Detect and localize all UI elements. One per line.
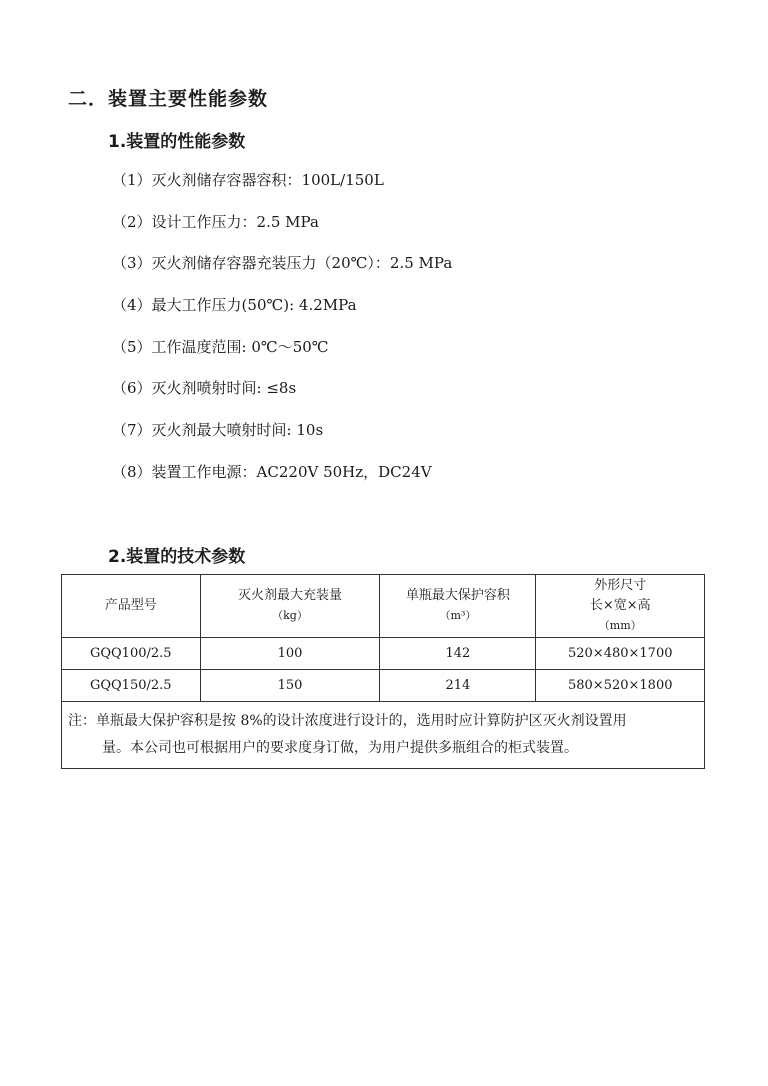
- header-max-fill: 灭火剂最大充装量 （kg）: [200, 575, 380, 638]
- cell-model: GQQ100/2.5: [62, 638, 201, 670]
- cell-max-fill: 150: [200, 670, 380, 702]
- param-item: （3）灭火剂储存容器充装压力（20℃）：2.5 MPa: [112, 254, 453, 273]
- cell-model: GQQ150/2.5: [62, 670, 201, 702]
- cell-max-volume: 142: [380, 638, 536, 670]
- table-note-row: [62, 702, 705, 769]
- cell-max-fill: 100: [200, 638, 380, 670]
- param-item: （2）设计工作压力：2.5 MPa: [112, 212, 319, 231]
- performance-params-title: 1.装置的性能参数: [108, 132, 246, 152]
- param-item: （6）灭火剂喷射时间: ≤8s: [112, 379, 297, 398]
- param-item: （4）最大工作压力(50℃): 4.2MPa: [112, 296, 357, 315]
- performance-params-list: [112, 168, 452, 502]
- header-max-volume: 单瓶最大保护容积 （m³）: [380, 575, 536, 638]
- table-note: 注：单瓶最大保护容积是按 8%的设计浓度进行设计的，选用时应计算防护区灭火剂设置用 量。本公司也可根据用户的要求度身订做，为用户提供多瓶组合的柜式装置。: [62, 702, 705, 769]
- param-item: （8）装置工作电源：AC220V 50Hz，DC24V: [112, 462, 432, 481]
- table-row: [62, 670, 705, 702]
- param-item: （5）工作温度范围: 0℃～50℃: [112, 337, 329, 356]
- cell-dimensions: 520×480×1700: [536, 638, 705, 670]
- cell-dimensions: 580×520×1800: [536, 670, 705, 702]
- cell-max-volume: 214: [380, 670, 536, 702]
- param-item: （7）灭火剂最大喷射时间: 10s: [112, 421, 324, 440]
- section-title: 二．装置主要性能参数: [68, 88, 269, 110]
- header-model: 产品型号: [62, 575, 201, 638]
- technical-params-title: 2.装置的技术参数: [108, 547, 246, 567]
- header-dimensions: 外形尺寸 长×宽×高 （mm）: [536, 575, 705, 638]
- table-header-row: [62, 575, 705, 638]
- technical-params-table: [61, 574, 705, 769]
- table-row: [62, 638, 705, 670]
- param-item: （1）灭火剂储存容器容积：100L/150L: [112, 171, 384, 189]
